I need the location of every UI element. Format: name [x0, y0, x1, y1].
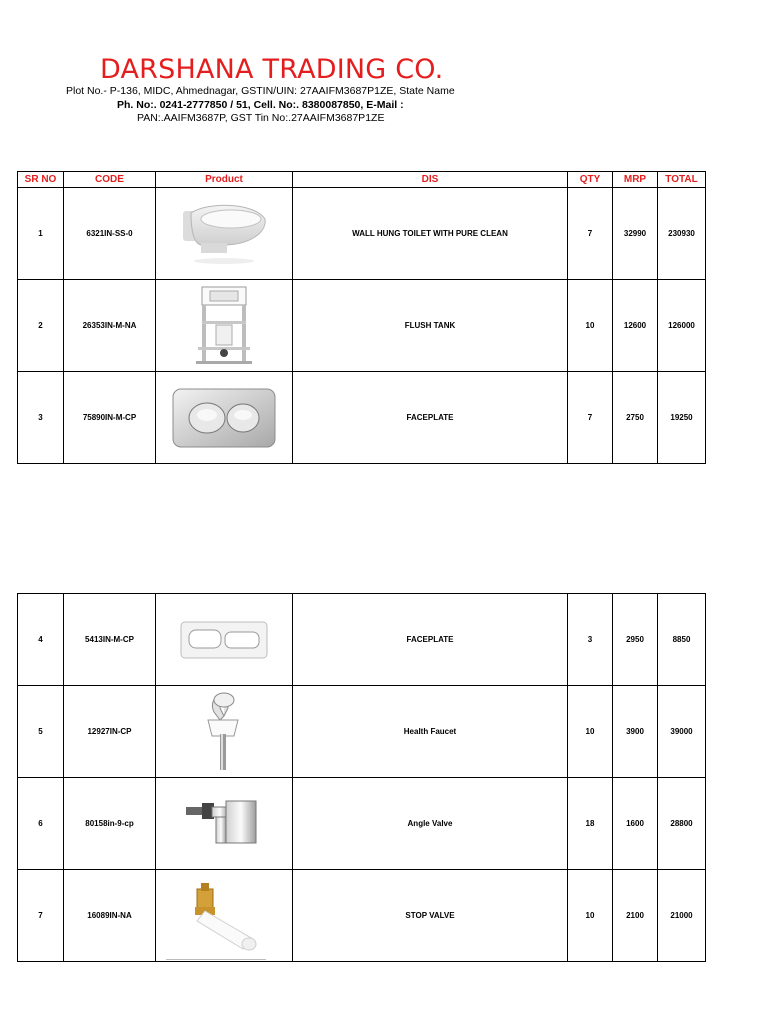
company-phone: Ph. No:. 0241-2777850 / 51, Cell. No:. 8380087850, E-Mail :	[117, 99, 404, 111]
description-cell: WALL HUNG TOILET WITH PURE CLEAN	[293, 188, 568, 280]
total-cell: 19250	[658, 372, 706, 464]
total-cell: 39000	[658, 686, 706, 778]
wall-hung-toilet-icon	[179, 199, 269, 269]
code-cell: 12927IN-CP	[64, 686, 156, 778]
sr-no-cell: 3	[18, 372, 64, 464]
total-cell: 230930	[658, 188, 706, 280]
table-row	[18, 188, 706, 280]
sr-no-cell: 6	[18, 778, 64, 870]
qty-cell: 10	[568, 870, 613, 962]
col-qty: QTY	[568, 172, 613, 188]
sr-no-cell: 5	[18, 686, 64, 778]
product-image-cell	[156, 188, 293, 280]
description-cell: STOP VALVE	[293, 870, 568, 962]
health-faucet-icon	[194, 690, 254, 774]
mrp-cell: 12600	[613, 280, 658, 372]
qty-cell: 18	[568, 778, 613, 870]
code-cell: 26353IN-M-NA	[64, 280, 156, 372]
sr-no-cell: 4	[18, 594, 64, 686]
qty-cell: 10	[568, 686, 613, 778]
mrp-cell: 2100	[613, 870, 658, 962]
divider	[166, 959, 266, 960]
total-cell: 126000	[658, 280, 706, 372]
table-row	[18, 280, 706, 372]
stop-valve-icon	[179, 881, 269, 951]
description-cell: FACEPLATE	[293, 372, 568, 464]
code-cell: 16089IN-NA	[64, 870, 156, 962]
mrp-cell: 2750	[613, 372, 658, 464]
col-product: Product	[156, 172, 293, 188]
qty-cell: 10	[568, 280, 613, 372]
product-image-cell	[156, 372, 293, 464]
qty-cell: 7	[568, 372, 613, 464]
code-cell: 75890IN-M-CP	[64, 372, 156, 464]
mrp-cell: 2950	[613, 594, 658, 686]
mrp-cell: 3900	[613, 686, 658, 778]
table-row	[18, 870, 706, 962]
table-row	[18, 372, 706, 464]
product-image-cell	[156, 778, 293, 870]
product-image-cell	[156, 686, 293, 778]
product-image-cell	[156, 280, 293, 372]
total-cell: 8850	[658, 594, 706, 686]
sr-no-cell: 7	[18, 870, 64, 962]
table-row	[18, 778, 706, 870]
col-dis: DIS	[293, 172, 568, 188]
col-total: TOTAL	[658, 172, 706, 188]
description-cell: Health Faucet	[293, 686, 568, 778]
angle-valve-icon	[182, 797, 266, 851]
description-cell: Angle Valve	[293, 778, 568, 870]
flush-tank-frame-icon	[194, 285, 254, 367]
invoice-table-1	[17, 171, 706, 464]
company-address: Plot No.- P-136, MIDC, Ahmednagar, GSTIN/UIN: 27AAIFM3687P1ZE, State Name	[66, 85, 455, 97]
mrp-cell: 32990	[613, 188, 658, 280]
qty-cell: 3	[568, 594, 613, 686]
faceplate-round-icon	[169, 383, 279, 453]
qty-cell: 7	[568, 188, 613, 280]
invoice-table-2	[17, 593, 706, 962]
total-cell: 28800	[658, 778, 706, 870]
total-cell: 21000	[658, 870, 706, 962]
table-header-row	[18, 172, 706, 188]
table-row	[18, 686, 706, 778]
col-mrp: MRP	[613, 172, 658, 188]
code-cell: 6321IN-SS-0	[64, 188, 156, 280]
company-pan: PAN:.AAIFM3687P, GST Tin No:.27AAIFM3687P1ZE	[137, 112, 385, 124]
faceplate-rect-icon	[179, 620, 269, 660]
code-cell: 80158in-9-cp	[64, 778, 156, 870]
description-cell: FLUSH TANK	[293, 280, 568, 372]
company-name: DARSHANA TRADING CO.	[100, 54, 444, 85]
product-image-cell	[156, 594, 293, 686]
table-row	[18, 594, 706, 686]
sr-no-cell: 2	[18, 280, 64, 372]
col-code: CODE	[64, 172, 156, 188]
description-cell: FACEPLATE	[293, 594, 568, 686]
product-image-cell	[156, 870, 293, 962]
col-sr-no: SR NO	[18, 172, 64, 188]
mrp-cell: 1600	[613, 778, 658, 870]
code-cell: 5413IN-M-CP	[64, 594, 156, 686]
sr-no-cell: 1	[18, 188, 64, 280]
